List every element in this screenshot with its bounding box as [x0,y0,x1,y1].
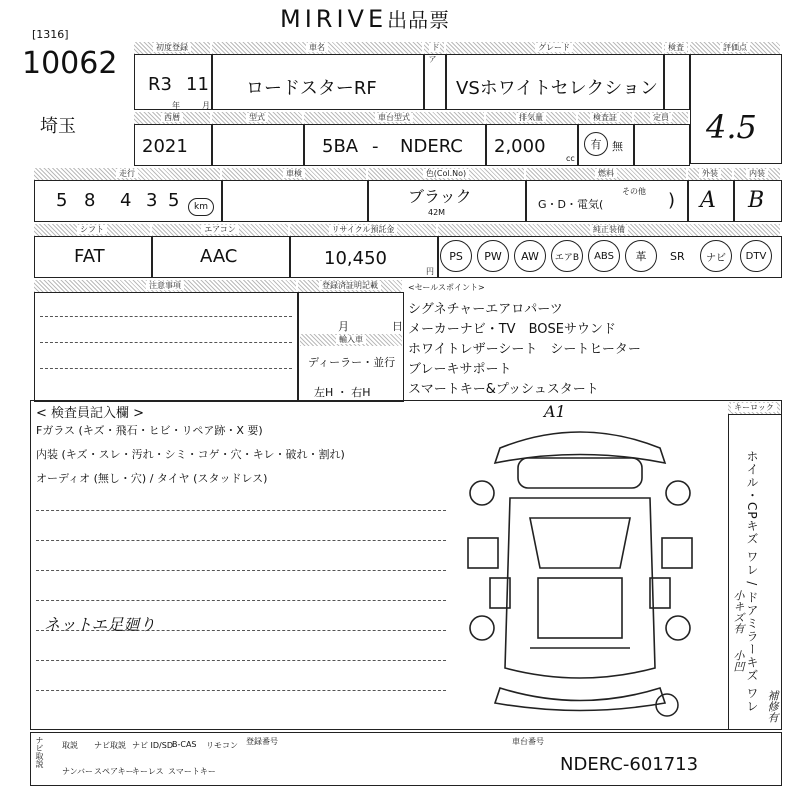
hdr-reg-cert: 登録済証明記載 [298,280,402,292]
inspector-line-1: Fガラス (キズ・飛石・ヒビ・リペア跡・X 要) [36,424,263,437]
hdr-inspection: 検査 [664,42,688,54]
exterior-grade: A [700,188,716,213]
hdr-model: 型式 [212,112,302,124]
inspector-line [36,690,446,691]
fuel-close: ) [668,190,676,211]
month-label: 月 [202,101,210,110]
equip-sr: SR [670,250,685,263]
car-name: ロードスターRF [246,78,377,99]
hdr-door: ドア [424,42,444,54]
model-prefix: 5BA [322,136,359,157]
notes-line [40,368,292,369]
recycle: 10,450 [324,248,387,269]
form-title [280,4,450,33]
footer-label: スマートキー [168,767,216,776]
hdr-key: キーロック [728,402,780,414]
equip-aw: AW [514,240,546,272]
inspector-line [36,510,446,511]
grade: VSホワイトセレクション [456,78,658,99]
hdr-interior: 内装 [734,168,780,180]
inspector-line [36,600,446,601]
mileage-digit-3: 4 [120,190,132,211]
steering: 左H ・ 右H [314,386,371,399]
hdr-equipment: 純正装備 [438,224,780,236]
inspector-line [36,660,446,661]
model-code: NDERC [400,136,463,157]
sales-point-2: メーカーナビ・TV BOSEサウンド [408,322,616,337]
reg-label: 登録番号 [246,737,278,746]
notes-box [34,292,298,402]
dealer-day: 日 [392,320,403,333]
hdr-chassis: 車台型式 [304,112,484,124]
mileage-digit-2: 8 [84,190,96,211]
footer-label: ナンバー [62,767,94,776]
shift: FAT [74,246,105,267]
right-note-3: 補修有 [766,690,779,723]
door-box [424,54,446,110]
serial-label: 車台番号 [512,737,544,746]
hdr-color: 色(Col.No) [368,168,524,180]
mileage-digit-1: 5 [56,190,68,211]
sales-point-3: ホワイトレザーシート シートヒーター [408,342,641,357]
lot-number: 10062 [22,46,118,81]
model-dash: - [372,136,379,157]
color: ブラック [408,187,472,206]
yen-label: 円 [426,267,434,276]
displacement: 2,000 [494,136,546,157]
hdr-displacement: 排気量 [486,112,576,124]
hdr-fuel: 燃料 [526,168,686,180]
serial-number: NDERC-601713 [560,754,699,775]
hdr-exterior: 外装 [688,168,732,180]
wheel-mirror-notes: ホイル・CPキズ ワレ / ドアミラーキズ ワレ [745,450,759,713]
hdr-grade: グレード [446,42,662,54]
inspector-line-2: 内装 (キズ・スレ・汚れ・シミ・コゲ・穴・キレ・破れ・割れ) [36,448,345,461]
footer-label: 取説 [62,741,78,750]
dealer-month: 月 [338,320,349,333]
cc-label: cc [566,154,575,163]
first-reg-era: R3 [148,74,172,95]
inspection-date-box [222,180,368,222]
hdr-first-reg: 初度登録 [134,42,210,54]
aircon: AAC [200,246,238,267]
lot-bracket: [1316] [32,28,69,41]
sales-point-4: ブレーキサポート [408,362,512,377]
notes-line [40,342,292,343]
inspector-line [36,570,446,571]
turbo-no: 無 [612,140,623,153]
hdr-mileage: 走行 [34,168,220,180]
footer-label: ナビ ID/SD [132,741,173,750]
mileage-digit-4: 3 [146,190,158,211]
year: 2021 [142,136,188,157]
inspection-box [664,54,690,110]
hdr-notes: 注意事項 [34,280,296,292]
capacity-box [634,124,690,166]
footer-label: リモコン [206,741,238,750]
title-suffix: 出品票 [387,8,451,32]
hdr-car-name: 車名 [212,42,422,54]
hdr-western: 西暦 [134,112,210,124]
footer-label: ナビ取説 [94,741,126,750]
equip-navi: ナビ [700,240,732,272]
model-box [212,124,304,166]
equip-ps: PS [440,240,472,272]
equip-dtv: DTV [740,240,772,272]
hdr-aircon-cert: 検査証 [578,112,632,124]
fuel-options: G・D・電気( [538,198,604,211]
sales-point-1: シグネチャーエアロパーツ [408,302,563,317]
hdr-recycle: リサイクル預託金 [290,224,436,236]
footer-label: スペアキー [94,767,134,776]
hdr-shift: シフト [34,224,150,236]
footer-label: キーレス [132,767,164,776]
equip-pw: PW [477,240,509,272]
mileage-unit: km [188,198,214,216]
brand-name: MIRIVE [280,5,388,33]
car-diagram-tire [652,690,682,720]
hdr-sales-points: <セールスポイント> [408,283,485,292]
equip-airbag: エアB [551,240,583,272]
handwritten-note: ネットエ足廻り [44,615,156,634]
hdr-import: 輸入車 [300,334,402,346]
year-label: 年 [172,101,180,110]
car-mark: A1 [544,402,566,421]
equip-abs: ABS [588,240,620,272]
navi-manual-label: ナビ取説 [35,736,44,768]
right-note-1: 小キズ有 [732,590,745,634]
right-note-2: 小凹 [732,650,745,672]
inspector-title: < 検査員記入欄 > [36,406,145,421]
footer-label: B-CAS [172,740,197,749]
hdr-capacity: 定員 [634,112,688,124]
inspector-line [36,540,446,541]
hdr-aircon: エアコン [152,224,288,236]
sales-point-5: スマートキー&プッシュスタート [408,382,599,397]
notes-line [40,316,292,317]
inspector-line-3: オーディオ (無し・穴) / タイヤ (スタッドレス) [36,472,268,485]
car-diagram [460,418,700,718]
rating-value: 4.5 [706,108,757,146]
hdr-rating: 評価点 [690,42,780,54]
interior-grade: B [748,188,765,213]
color-code: 42M [428,208,446,217]
hdr-inspection-date: 車検 [222,168,366,180]
equip-leather: 革 [625,240,657,272]
mileage-digit-5: 5 [168,190,180,211]
first-reg-month: 11 [186,74,209,95]
dealer-type: ディーラー・並行 [308,356,396,369]
fuel-other: その他 [622,187,646,196]
turbo-yes: 有 [584,132,608,156]
region: 埼玉 [40,116,76,137]
